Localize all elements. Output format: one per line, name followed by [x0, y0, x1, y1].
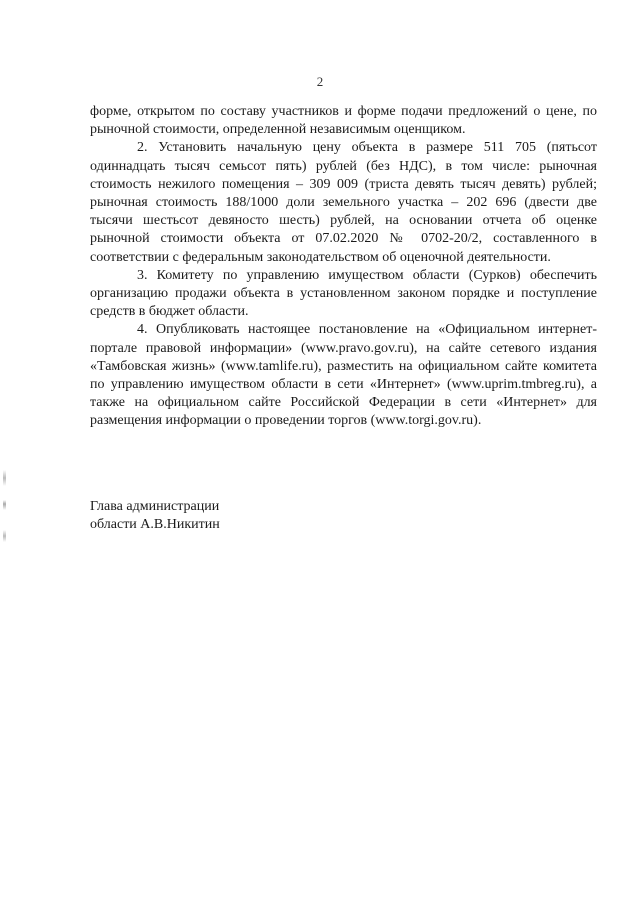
scan-edge-mark: [3, 470, 6, 570]
signature-name: области А.В.Никитин: [90, 517, 220, 532]
paragraph-2: 2. Установить начальную цену объекта в размере 511 705 (пятьсот одиннадцать тысяч семьсот пять) рублей (без НДС), в том числе: рыночная стоимость нежилого помещения – 309 009 (триста девять тысяч девять) рублей; рыночная стоимость 188/1000 доли земельного участка – 202 696 (двести две тысячи шестьсот девяносто шесть) рублей, на основании отчета об оценке рыночной стоимости объекта от 07.02.2020 № 0702-20/2, составленного в соответствии с федеральным законодательством об оценочной деятельности.: [90, 140, 597, 265]
page-number: 2: [316, 74, 324, 89]
paragraph-4: 4. Опубликовать настоящее постановление на «Официальном интернет-портале правовой информации» (www.pravo.gov.ru), на сайте сетевого издания «Тамбовская жизнь» (www.tamlife.ru), разместить на официальном сайте комитета по управлению имуществом области в сети «Интернет» (www.uprim.tmbreg.ru), а также на официальном сайте Российской Федерации в сети «Интернет» для размещения информации о проведении торгов (www.torgi.gov.ru).: [90, 322, 597, 429]
paragraph-3: 3. Комитету по управлению имуществом области (Сурков) обеспечить организацию продажи объекта в установленном законом порядке и поступление средств в бюджет области.: [90, 267, 597, 320]
signature-block: [90, 498, 220, 534]
paragraph-1: форме, открытом по составу участников и форме подачи предложений о цене, по рыночной стоимости, определенной независимым оценщиком.: [90, 104, 597, 138]
signature-title: Глава администрации: [90, 499, 220, 514]
document-body: [90, 103, 597, 431]
